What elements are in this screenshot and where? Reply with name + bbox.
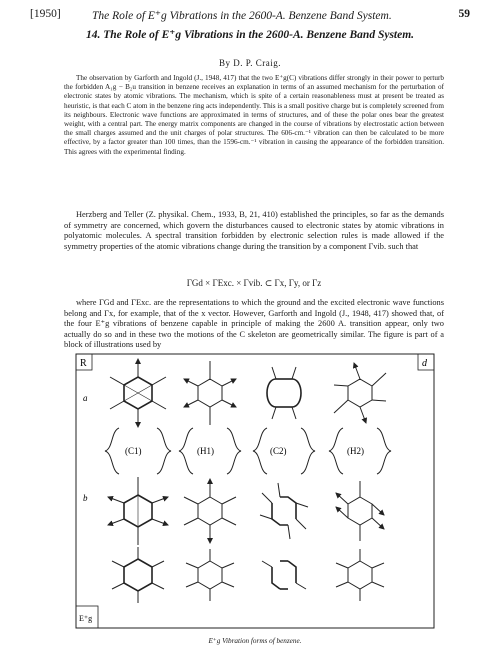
mode-label-h1: (H1)	[197, 446, 214, 456]
body-paragraph-1: Herzberg and Teller (Z. physikal. Chem., 1933, B, 21, 410) established the principles, so far as the demands of symmetry are concerned, which govern the disturbances caused to electronic states by atomic vibrations in polyatomic molecules. A spectral transition forbidden by electronic selection rules is made allowed if the symmetry properties of the atomic vibrations change during the transition by a component Γvib. such that	[64, 210, 444, 251]
molecule-row3-h1	[186, 549, 234, 601]
running-header	[30, 8, 470, 24]
molecule-top-c1	[110, 359, 166, 427]
body-paragraph-2: where ΓGd and ΓExc. are the representations to which the ground and the excited electronic wave functions belong and Γx, for example, that of the x vector. However, Garforth and Ingold (J., 1948, 417) showed that, of the four E⁺g vibrations of benzene capable in principle of making the 2600 A. transition appear, only two actually do so and in these two the motions of the C skeleton are geometrically similar. The figure is part of a block of illustrations used by	[64, 298, 444, 350]
article-author: By D. P. Craig.	[218, 58, 281, 68]
figure-drawing	[75, 353, 435, 629]
molecule-bottom-h2	[336, 481, 384, 541]
molecule-top-h2	[334, 363, 386, 423]
figure-caption: E⁺g Vibration forms of benzene.	[208, 637, 302, 645]
molecule-bottom-h1	[184, 479, 236, 543]
row-label-b: b	[83, 493, 88, 503]
molecule-bottom-c2	[260, 483, 308, 539]
abstract-paragraph: The observation by Garforth and Ingold (J., 1948, 417) that the two E⁺g(C) vibrations differ strongly in their power to perturb the forbidden A₁g − B₂u transition in benzene receives an explanation in terms of an assumed mechanism for the perturbation of electronic states by atomic vibrations. The mechanism, which is spite of a certain reasonableness must at present be treated as heuristic, is that each C atom in the benzene ring acts independently. This is a small positive charge but is completely screened from its neighbours. Electronic wave functions are approximated in terms of structures, and of these the polar ones bear the greatest weight, with a central part. The energy matrix components are changed in the course of vibrations by electrostatic action between the small charges assumed and the unit charges of polar structures. The 606-cm.⁻¹ vibration can then be calculated to be more effective, by a factor greater than 100 times, than the 1596-cm.⁻¹ vibration in causing the appearance of the forbidden transition. This agrees with the experimental finding.	[64, 74, 444, 156]
mode-label-h2: (H2)	[347, 446, 364, 456]
mode-label-c2: (C2)	[270, 446, 287, 456]
header-running-title: The Role of E⁺g Vibrations in the 2600-A. Benzene Band System.	[92, 10, 392, 22]
figure-vibration-forms	[75, 353, 435, 629]
header-year: [1950]	[30, 8, 61, 20]
molecule-top-h1	[184, 361, 236, 425]
corner-label-r: R	[80, 358, 87, 369]
molecule-row3-c2	[262, 561, 306, 589]
row-label-a: a	[83, 393, 88, 403]
equation: ΓGd × ΓExc. × Γvib. ⊂ Γx, Γy, or Γz	[186, 278, 322, 288]
page-number: 59	[458, 8, 470, 20]
molecule-top-c2	[267, 367, 301, 419]
molecule-row3-c1	[112, 547, 164, 603]
molecule-bottom-c1	[108, 477, 168, 545]
mode-label-c1: (C1)	[125, 446, 142, 456]
article-title: 14. The Role of E⁺g Vibrations in the 2600-A. Benzene Band System.	[85, 29, 415, 41]
corner-label-d: d	[422, 358, 427, 369]
molecule-row3-h2	[336, 549, 384, 601]
corner-label-eg: E⁺g	[79, 614, 93, 623]
